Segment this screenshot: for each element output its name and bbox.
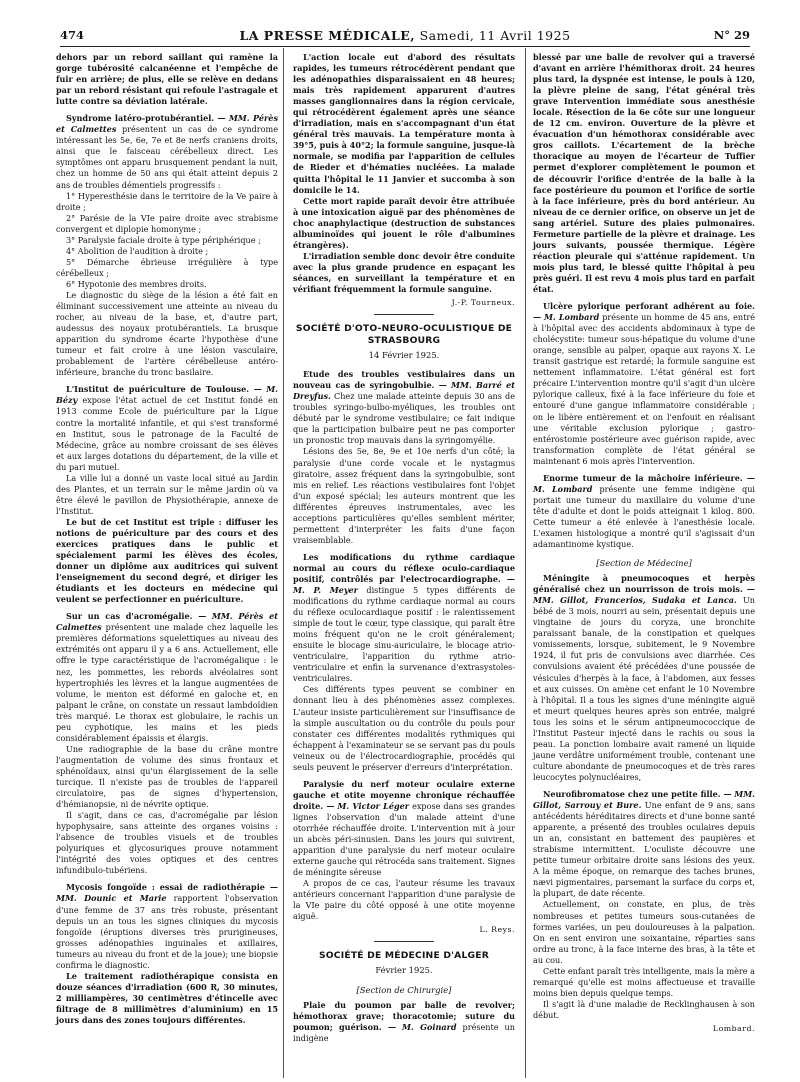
article-title: Neurofibromatose chez une petite fille. —	[543, 789, 732, 799]
article-text: présente un homme de 45 ans, entré à l'hôpital avec des accidents abdominaux à type de cholécystite: tumeur sous-hépatique du volume d'une orange, sensible au palper, opaque aux rayons X. Le transit gastrique est retardé; la formule sanguine est nettement inflammatoire. L'état général est fort précaire L'intervention montre qu'il s'agit d'un ulcère pylorique calleux, fixé à la face inférieure du foie et entouré d'une gangue inflammatoire considérable ; on le libère entièrement et on l'enfouit en réalisant une véritable exclusion pylorique ; gastro-entérostomie postérieure avec guérison rapide, avec transformation complète de l'état général se maintenant 6 mois après l'intervention.	[533, 312, 756, 466]
article-authors: MM. Dounic et Marie	[56, 893, 167, 904]
signature: L. Reys.	[479, 925, 515, 935]
article-text: Chez une malade atteinte depuis 30 ans de troubles syringo-bulbo-myéliques, les troubles ont débuté par le syndrome vestibulaire; ce fait indique que la participation bulbaire peut ne pas comporter un pronostic trop mauvais dans la syringomyélie.	[293, 391, 516, 446]
paragraph: Le diagnostic du siège de la lésion a été fait en éliminant successivement une atteinte au niveau du rocher, au niveau de la base, et, d'autre part, audessus des noyaux protubérantiels. La brusque apparition du syndrome écarte l'hypothèse d'une tumeur et fait croire à une lésion vasculaire, probablement de l'artère cérébelleuse antéro-inférieure, branche du tronc basilaire.	[56, 289, 278, 378]
signature: J.-P. Tourneux.	[451, 298, 515, 308]
paragraph: Ces différents types peuvent se combiner en donnant lieu à des phénomènes assez complexes. L'auteur insiste particulièrement sur l'insuffisance de la simple auscultation ou du contrôle du pouls pour constater ces différentes modalités rythmiques qui échappent à l'examinateur se se servant pas du pouls veineux ou de l'électrocardiographie, procédés qui seuls peuvent le préserver d'erreurs d'interprétation.	[293, 684, 515, 772]
session-date: 14 Février 1925.	[368, 350, 440, 361]
list-item: 3° Paralysie faciale droite à type périphérique ;	[66, 234, 261, 245]
section-heading: [Section de Chirurgie]	[356, 984, 452, 995]
paragraph: Le but de cet Institut est triple : diffuser les notions de puériculture par des cours et des exercices pratiques dans le public et spécialement parmi les élèves des écoles, donner un diplôme aux auditrices qui suivent l'enseignement du second degré, et diriger les étudiants et les docteurs en médecine qui veulent se perfectionner en puériculture.	[56, 516, 278, 605]
article-authors: MM. Pérès et Calmettes	[56, 611, 278, 633]
issue-number: N° 29	[713, 28, 750, 42]
article-title: Méningite à pneumocoques et herpès généralisé chez un nourrisson de trois mois. —	[533, 573, 755, 595]
paragraph: L'irradiation semble donc devoir être conduite avec la plus grande prudence en espaçant les séances, en surveillant la température et en vérifiant fréquemment la formule sanguine.	[293, 250, 515, 294]
journal-name: LA PRESSE MÉDICALE,	[239, 28, 416, 43]
list-item: 6° Hypotonie des membres droits.	[66, 278, 207, 289]
paragraph: dehors par un rebord saillant qui ramène la gorge tubérosité calcanéenne et l'empêche de fuir en arrière; de plus, elle se relève en dedans par un rebord résistant qui refoule l'astragale et lutte contre sa déviation latérale.	[56, 52, 278, 107]
paragraph: Une radiographie de la base du crâne montre l'augmentation de volume des sinus frontaux et sphénoïdaux, ainsi qu'un élargissement de la selle turcique. Il n'existe pas de troubles de l'appareil circulatoire, pas de signes d'hypertension, d'hémianopsie, ni de névrite optique.	[56, 743, 278, 810]
article-text: présentent une malade chez laquelle les premières déformations squelettiques au niveau des extrémités ont apparu il y a 6 ans. Actuellement, elle offre le type caractéristique de l'acromégalique : le nez, les pommettes, les rebords alvéolaires sont hypertrophiés les lèvres et la langue augmentées de volume, le menton est déformé en galoche et, en palpant le crâne, on constate un ressaut lambdoïdien très marqué. Le thorax est globulaire, le rachis un peu cyphotique, les mains et les pieds considérablement épaissis et élargis.	[56, 622, 278, 743]
paragraph: A propos de ce cas, l'auteur résume les travaux antérieurs concernant l'apparition d'une paralysie de la VIe paire du côté opposé à une otite moyenne aiguë.	[293, 878, 515, 922]
article-title: L'Institut de puériculture de Toulouse. —	[66, 384, 262, 395]
column-1	[56, 52, 278, 1026]
article-title: Enorme tumeur de la mâchoire inférieure. —	[543, 472, 755, 483]
society-heading: SOCIÉTÉ D'OTO-NEURO-OCULISTIQUE DE STRASBOURG	[295, 323, 513, 347]
article-text: Un bébé de 3 mois, nourri au sein, présentait depuis une vingtaine de jours du coryza, une bronchite paraissant banale, de la constipation et quelques vomissements, lorsque, subitement, le 9 Novembre 1924, il fut pris de convulsions avec diarrhée. Ces convulsions avaient été précédées d'une poussée de vésicules d'herpès à la face, à l'abdomen, aux fesses et aux cuisses. On amène cet enfant le 10 Novembre à l'hôpital. Il a tous les signes d'une méningite aiguë et meurt quelques heures après son entrée, malgré tous les soins et le sérum antipneumococcique de l'Institut Pasteur injecté dans le rachis ou sous la peau. La ponction lombaire avait ramené un liquide jaune verdâtre uniformément trouble, contenant une culture abondante de pneumocoques et de très rares leucocytes polynucléaires,	[533, 595, 755, 782]
article-ulcere	[533, 301, 755, 467]
article-tumeur	[533, 473, 755, 550]
article-title: Plaie du poumon par balle de revolver; hémothorax grave; thoracotomie; suture du poumon; guérison. —	[293, 999, 515, 1032]
divider	[374, 941, 434, 942]
article-text: présente un indigène	[293, 1021, 515, 1043]
list-item: 4° Abolition de l'audition à droite ;	[66, 245, 209, 256]
paragraph: Il s'agit, dans ce cas, d'acromégalie par lésion hypophysaire, sans atteinte des organes voisins : l'absence de troubles visuels et de troubles polyuriques et glycosuriques prouve notamment l'intégrité des voies optiques et des centres infundibulo-tubériens.	[56, 810, 278, 876]
article-title: Syndrome latéro-protubérantiel. —	[66, 113, 226, 124]
paragraph: Cette enfant paraît très intelligente, mais la mère a remarqué qu'elle est moins affectueuse et travaille moins bien depuis quelque temps.	[533, 965, 755, 998]
article-authors: M. P. Meyer	[293, 585, 358, 596]
column-separator	[283, 48, 284, 1078]
column-separator	[525, 48, 526, 1078]
paragraph: Il s'agit là d'une maladie de Recklinghausen à son début.	[533, 998, 755, 1020]
article-syndrome	[56, 113, 278, 190]
session-date: Février 1925.	[375, 965, 433, 976]
signature: Lombard.	[712, 1023, 755, 1033]
paragraph: blessé par une balle de revolver qui a traversé d'avant en arrière l'hémithorax droit. 24 heures plus tard, la dyspnée est intense, le pouls à 120, la plèvre pleine de sang, l'état général très grave Intervention immédiate sous anesthésie locale. Résection de la 6e côte sur une longueur de 12 cm. environ. Ouverture de la plèvre et évacuation d'un hémothorax considérable avec gros caillots. L'écartement de la brèche thoracique au moyen de l'écarteur de Tuffier permet d'explorer complètement le poumon et de découvrir l'orifice d'entrée de la balle à la face postérieure du poumon et l'orifice de sortie à la face inférieure, près du bord antérieur. Au niveau de ce dernier orifice, on observe un jet de sang artériel. Suture des plaies pulmonaires. Fermeture partielle de la plèvre et drainage. Les jours suivants, poussée thermique. Légère réaction pleurale qui s'atténue rapidement. Un mois plus tard, le blessé quitte l'hôpital à peu près guéri. Il est revu 4 mois plus tard en parfait état.	[533, 52, 756, 294]
list-item: 1° Hyperesthésie dans le territoire de la Ve paire à droite ;	[56, 190, 278, 212]
article-meningite	[533, 573, 755, 783]
article-title: Etude des troubles vestibulaires dans un nouveau cas de syringobulbie. —	[293, 369, 515, 391]
paragraph: Actuellement, on constate, en plus, de très nombreuses et petites tumeurs sous-cutanées de formes variées, un peu douloureuses à la palpation. On en sent environ une soixantaine, réparties sans ordre au tronc, à la face interne des bras, à la tête et au cou.	[533, 899, 755, 965]
society-heading: SOCIÉTÉ DE MÉDECINE D'ALGER	[318, 950, 490, 962]
article-paralysie	[293, 779, 515, 878]
column-3	[533, 52, 755, 1038]
article-institut	[56, 384, 278, 472]
article-text: Une enfant de 9 ans, sans antécédents héréditaires directs et d'une bonne santé apparente, a présenté des troubles oculaires depuis un an, consistant en battement des paupières et strabisme intermittent. L'oculiste découvre une petite tumeur orbitaire droite sans lésions des yeux. A la même époque, on remarque des taches brunes, nævi pigmentaires, parsemant la surface du corps et, la plupart, de date récente.	[533, 800, 755, 899]
article-title: Paralysie du nerf moteur oculaire externe gauche et otite moyenne chronique réchauffée droite. —	[293, 778, 515, 811]
article-authors: MM. Gillot, Sarrouy et Bure.	[533, 789, 756, 811]
article-text: présentent un cas de ce syndrome intéressant les 5e, 6e, 7e et 8e nerfs craniens droits, ainsi que le faisceau cérébelleux direct. Les symptômes ont apparu brusquement pendant la nuit, chez un homme de 50 ans qui était atteint depuis 2 ans de troubles démentiels progressifs :	[56, 124, 278, 190]
article-plaie	[293, 1000, 515, 1044]
article-rythme	[293, 552, 515, 685]
article-authors: MM. Pérès et Calmettes	[56, 113, 278, 135]
article-text: présente une femme indigène qui portait une tumeur du maxillaire du volume d'une tête d'adulte et dont le poids atteignait 1 kilog. 800. Cette tumeur a été enlevée à l'anesthésie locale. L'examen histologique a montré qu'il s'agissait d'un adamantinome kystique.	[533, 483, 755, 550]
article-authors: M. Victor Léger	[337, 800, 410, 811]
page-header	[60, 28, 750, 48]
article-title: Ulcère pylorique perforant adhérent au foie. —	[533, 301, 755, 323]
article-vestibulaires	[293, 369, 515, 446]
list-item: 2° Parésie de la VIe paire droite avec strabisme convergent et diplopie homonyme ;	[56, 212, 278, 234]
article-title: Sur un cas d'acromégalie. —	[66, 611, 207, 622]
running-title	[60, 28, 750, 43]
paragraph: Le traitement radiothérapique consista en douze séances d'irradiation (600 R, 30 minutes, 2 milliampères, 30 centimètres d'étincelle avec filtrage de 8 millimètres d'aluminium) en 15 jours dans des zones toujours différentes.	[56, 970, 278, 1025]
paragraph: Lésions des 5e, 8e, 9e et 10e nerfs d'un côté; la paralysie d'une corde vocale et le nystagmus giratoire, assez fréquent dans la syringobulbie, sont mis en relief. Les réactions vestibulaires font l'objet d'un exposé spécial; les auteurs montrent que les différentes épreuves instrumentales, avec les acceptions particulières qu'elles semblent mériter, permettent d'interpréter les faits d'une façon vraisemblable.	[293, 446, 515, 545]
article-authors: MM. Barré et Dreyfus.	[293, 380, 515, 402]
paragraph: Cette mort rapide paraît devoir être attribuée à une intoxication aiguë par des phénomènes de choc anaphylactique (destruction de substances albuminoïdes qui jouent le rôle d'albumines étrangères).	[293, 195, 515, 250]
article-text: rapportent l'observation d'une femme de 37 ans très robuste, présentant depuis un an tous les signes cliniques du mycosis fongoïde (éruptions diverses très prurigineuses, grosses adénopathies inguinales et axillaires, tumeurs au niveau du front et de la joue); une biopsie confirma le diagnostic.	[56, 893, 278, 970]
article-authors: M. Bézy	[56, 384, 278, 406]
article-authors: M. Lombard	[543, 312, 600, 323]
symptom-list	[56, 191, 278, 290]
article-title: Mycosis fongoïde : essai de radiothérapie —	[66, 882, 278, 893]
article-mycosis	[56, 882, 278, 970]
section-heading: [Section de Médecine]	[596, 558, 692, 569]
page-number: 474	[60, 28, 85, 42]
paragraph: La ville lui a donné un vaste local situé au Jardin des Plantes, et un terrain sur le même jardin où va être élevé le pavillon de Physiothérapie, annexe de l'Institut.	[56, 472, 278, 516]
column-2	[293, 52, 515, 1044]
article-neurofibromatose	[533, 789, 755, 899]
issue-date: Samedi, 11 Avril 1925	[419, 28, 571, 43]
divider	[374, 314, 434, 315]
article-title: Les modifications du rythme cardiaque normal au cours du réflexe oculo-cardiaque positif, contrôlés par l'electrocardiographe. —	[293, 551, 515, 584]
article-acromegalie	[56, 611, 278, 744]
article-text: expose l'état actuel de cet Institut fondé en 1913 comme Ecole de puériculture par la Ligue contre la mortalité infantile, et qui s'est transformé en Institut, sous le patronage de la Faculté de Médecine, grâce au nombre croissant de ses élèves et aux larges dotations du département, de la ville et du pari mutuel.	[56, 395, 278, 472]
article-text: distingue 5 types différents de modifications du rythme cardiaque normal au cours du réflexe oculocardiaque positif : le ralentissement simple de tout le cœur, type classique, qui paraît être moins fréquent qu'on ne le croit généralement; ensuite le blocage sinu-auriculaire, le blocage atrio-ventriculaire, l'apparition du rythme atrio-ventriculaire et enfin la survenance d'extrasystoles-ventriculaires.	[293, 585, 516, 684]
header-rule	[60, 46, 750, 47]
article-authors: M. Goinard	[402, 1021, 457, 1032]
list-item: 5° Démarche ébrieuse irrégulière à type cérébelleux ;	[56, 256, 278, 278]
article-authors: MM. Gillot, Francerios, Sudaka et Lanca.	[533, 595, 737, 606]
article-text: expose dans ses grandes lignes l'observation d'un malade atteint d'une otorrhée réchauffée droite. L'intervention mit à jour un abcès péri-sinusien. Dans les jours qui suivirent, apparition d'une paralysie du nerf moteur oculaire externe gauche qui rétrocéda sans traitement. Signes de méningite séreuse	[293, 800, 516, 878]
article-authors: M. Lombard	[533, 483, 593, 494]
paragraph: L'action locale eut d'abord des résultats rapides, les tumeurs rétrocédèrent pendant que les adénopathies disparaissaient en 48 heures; mais très rapidement apparurent d'autres masses ganglionnaires dans la région cervicale, qui rétrocédèrent également après une séance d'irradiation, mais en s'accompagnant d'un état général très mauvais. La température monta à 39°5, puis à 40°2; la formule sanguine, jusque-là normale, se modifia par l'apparition de cellules de Rieder et d'hématies nucléées. La malade quitta l'hôpital le 11 Janvier et succomba à son domicile le 14.	[293, 52, 515, 195]
